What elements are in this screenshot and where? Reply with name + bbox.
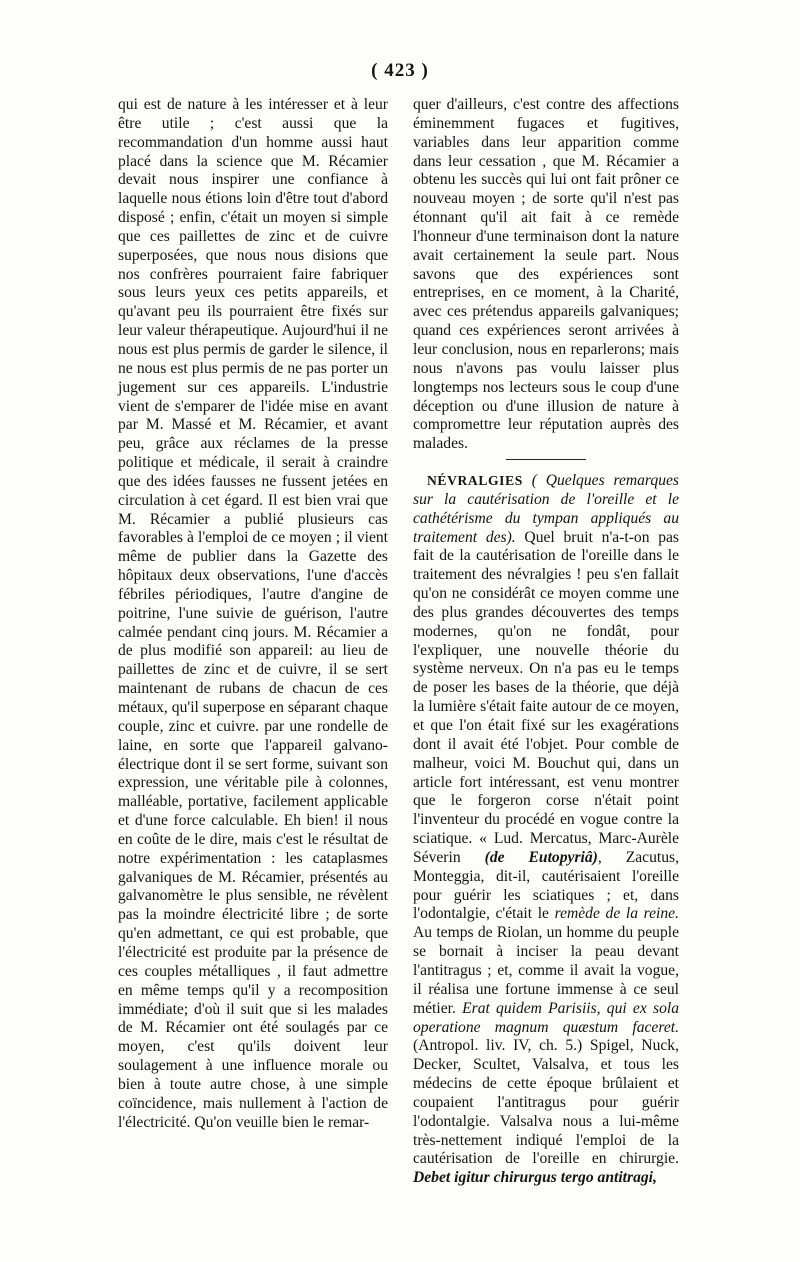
latin-quote-1: Erat quidem Parisiis, qui ex sola operatione magnum quæstum faceret. <box>413 999 679 1036</box>
section-divider <box>506 459 586 460</box>
left-column <box>118 96 388 1132</box>
section-subtitle: ( Quelques remarques sur la cautérisation de l'oreille et le cathétérisme du tympan appliqués au traitement des). <box>413 472 679 546</box>
reference-remede: remède de la reine. <box>554 905 680 923</box>
reference-eutopyria: (de Eutopyriâ) <box>484 848 598 866</box>
section-body-1: Quel bruit n'a-t-on pas fait de la cautérisation de l'oreille dans le traitement des névralgies ! peu s'en fallait qu'on ne considérât ce moyen comme une des plus grandes découvertes des temps modernes, qu'on ne fondât, pour l'expliquer, une nouvelle théorie du système nerveux. On n'a pas eu le temps de poser les bases de la théorie, que déjà la lumière s'était faite autour de ce moyen, et que l'on était fixé sur les exagérations dont il avait été l'objet. Pour comble de malheur, voici M. Bouchut qui, dans un article fort intéressant, est venu montrer que le forgeron corse n'était point l'inventeur du procédé en vogue contre la sciatique. « Lud. Mercatus, Marc-Aurèle Séverin <box>413 528 679 866</box>
section-body-4: (Antropol. liv. IV, ch. 5.) Spigel, Nuck, Decker, Scultet, Valsalva, et tous les médecins de cette époque brûlaient et coupaient l'antitragus pour guérir l'odontalgie. Valsalva nous a lui-même très-nettement indiqué l'emploi de la cautérisation de l'oreille en chirurgie. <box>413 1037 679 1168</box>
section-neuralgia <box>413 472 679 1188</box>
page-number: ( 423 ) <box>371 60 429 81</box>
right-column-text: quer d'ailleurs, c'est contre des affections éminemment fugaces et fugitives, variables dans leur apparition comme dans leur cessation , que M. Récamier a obtenu les succès qui lui ont fait prôner ce nouveau moyen ; de sorte qu'il n'est pas étonnant qu'il ait fait à ce remède l'honneur d'une terminaison dont la nature avait certainement la seule part. Nous savons que des expériences sont entreprises, en ce moment, à la Charité, avec ces prétendus appareils galvaniques; quand ces expériences seront arrivées à leur conclusion, nous en reparlerons; mais nous n'avons pas voulu laisser plus longtemps nos lecteurs sous le coup d'une déception ou d'une illusion de nature à compromettre leur réputation auprès des malades. <box>413 96 679 453</box>
section-body-2: , Zacutus, Monteggia, dit-il, cautérisaient l'oreille pour guérir les sciatiques ; et, dans l'odontalgie, c'était le <box>413 848 679 923</box>
section-body-3: Au temps de Riolan, un homme du peuple se bornait à inciser la peau devant l'antitragus ; et, comme il avait la vogue, il réalisa une fortune immense à ce seul métier. <box>413 924 679 1017</box>
latin-quote-2: Debet igitur chirurgus tergo antitragi, <box>413 1169 657 1187</box>
right-column <box>413 96 679 1188</box>
left-column-text: qui est de nature à les intéresser et à leur être utile ; c'est aussi que la recommandation d'un homme aussi haut placé dans la science que M. Récamier devait nous inspirer une confiance à laquelle nous étions loin d'être tout d'abord disposé ; enfin, c'était un moyen si simple que ces paillettes de zinc et de cuivre superposées, que nous nous disions que nos confrères pourraient faire fabriquer sous leurs yeux ces petits appareils, et qu'avant peu ils pourraient être fixés sur leur valeur thérapeutique. Aujourd'hui il ne nous est plus permis de garder le silence, il ne nous est plus permis de ne pas porter un jugement sur ces appareils. L'industrie vient de s'emparer de l'idée mise en avant par M. Massé et M. Récamier, et avant peu, grâce aux réclames de la presse politique et médicale, il serait à craindre que des idées fausses ne fussent jetées en circulation à cet égard. Il est bien vrai que M. Récamier a publié plusieurs cas favorables à l'emploi de ce moyen ; il vient même de publier dans la Gazette des hôpitaux deux observations, l'une d'accès fébriles périodiques, l'autre d'angine de poitrine, l'une suivie de guérison, l'autre calmée pendant cinq jours. M. Récamier a de plus modifié son appareil: au lieu de paillettes de zinc et de cuivre, il se sert maintenant de rubans de chacun de ces métaux, qu'il superpose en séparant chaque couple, zinc et cuivre. par une rondelle de laine, en sorte que l'appareil galvano-électrique dont il se sert forme, suivant son expression, une véritable pile à colonnes, malléable, portative, facilement applicable et d'une force calculable. Eh bien! il nous en coûte de le dire, mais c'est le résultat de notre expérimentation : les cataplasmes galvaniques de M. Récamier, présentés au galvanomètre le plus sensible, ne révèlent pas la moindre électricité libre ; de sorte qu'en admettant, ce qui est probable, que l'électricité est produite par la présence de ces couples métalliques , il faut admettre en même temps qu'il y a recomposition immédiate; d'où il suit que si les malades de M. Récamier ont été soulagés par ce moyen, c'est qu'ils doivent leur soulagement à une influence morale ou bien à toute autre chose, à une simple coïncidence, mais nullement à l'action de l'électricité. Qu'on veuille bien le remar- <box>118 96 388 1131</box>
section-heading: NÉVRALGIES <box>427 473 523 489</box>
